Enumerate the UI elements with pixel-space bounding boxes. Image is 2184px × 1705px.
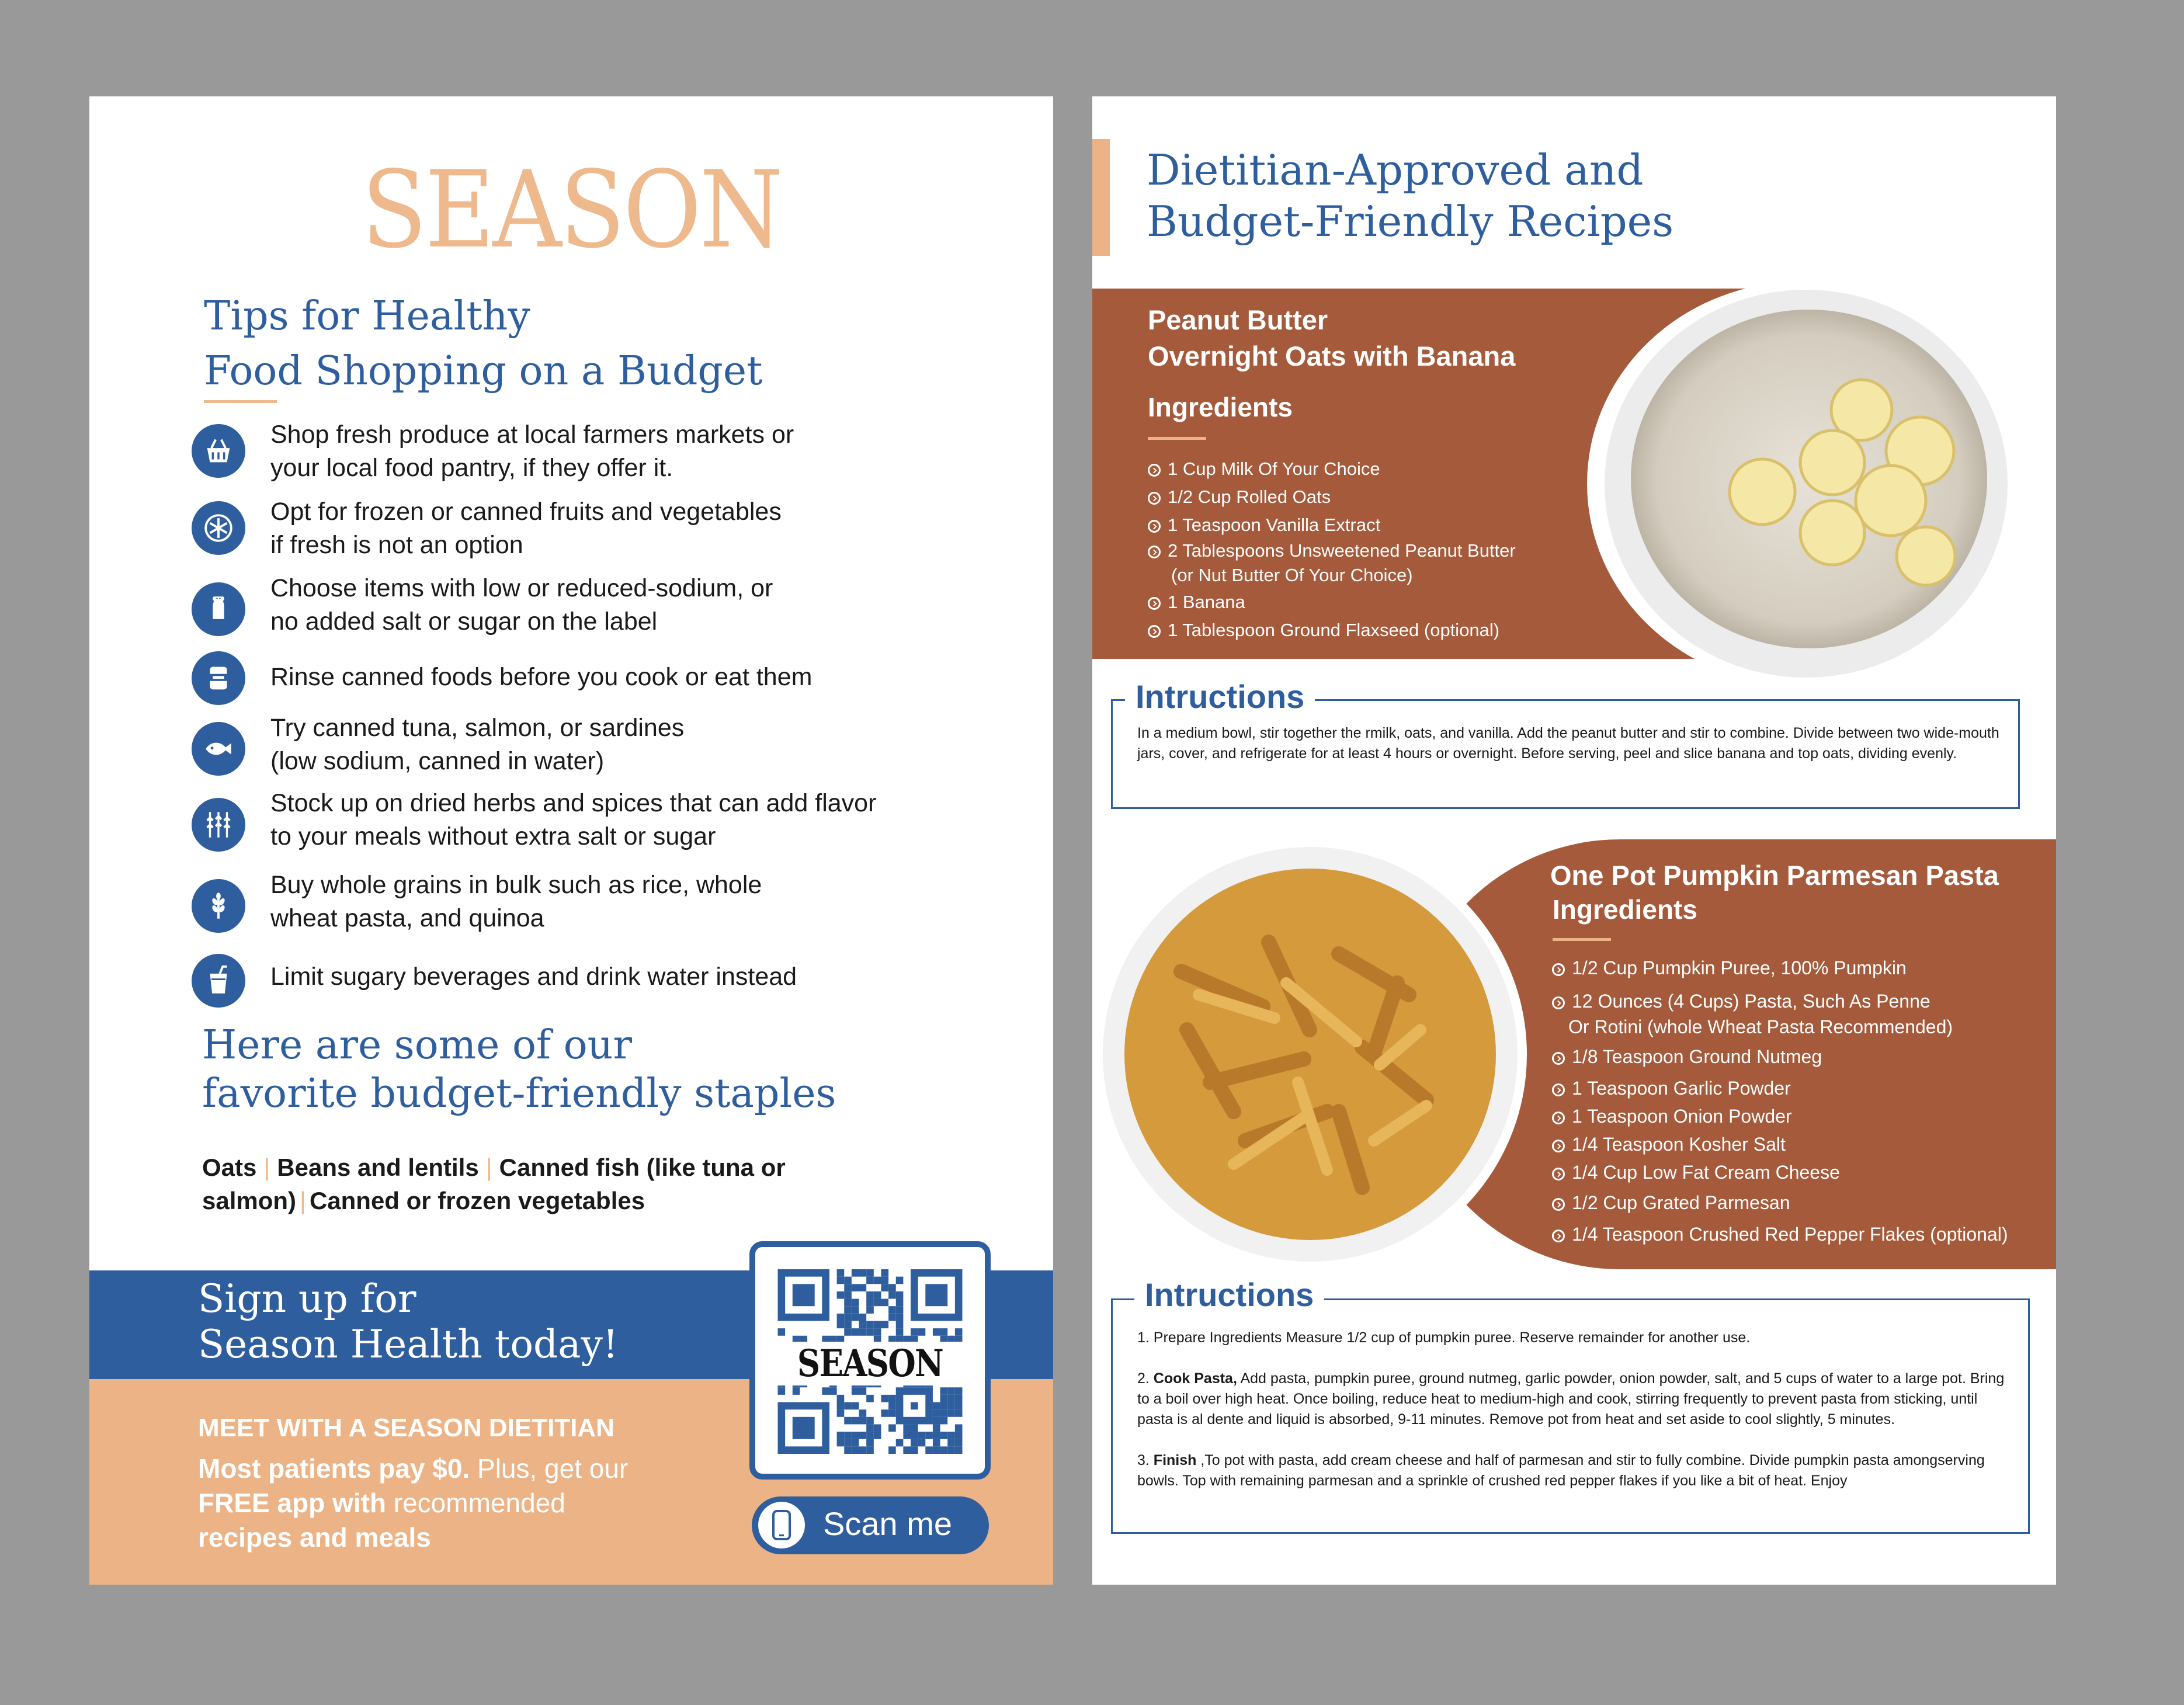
chevron-right-icon: [1552, 996, 1565, 1009]
ingredient-item: 1/4 Teaspoon Crushed Red Pepper Flakes (optional): [1552, 1220, 2008, 1248]
recipe-2-title: One Pot Pumpkin Parmesan Pasta: [1550, 860, 1999, 891]
canned-food-icon: [192, 651, 245, 705]
salt-shaker-icon: [192, 582, 245, 636]
produce-basket-icon: [192, 424, 245, 478]
season-logo: SEASON: [361, 148, 782, 272]
flyer-right-page: [1092, 96, 2056, 1585]
recipes-title-line-2: Budget-Friendly Recipes: [1147, 197, 1674, 246]
chevron-right-icon: [1552, 1140, 1565, 1152]
ingredient-item: 1 Teaspoon Onion Powder: [1552, 1102, 2008, 1130]
promo-normal: Plus, get our: [470, 1453, 629, 1484]
tip-text-line: Try canned tuna, salmon, or sardines: [270, 714, 685, 742]
whole-grain-icon: [192, 879, 245, 933]
recipe-2-ingredients-heading: Ingredients: [1553, 894, 1697, 925]
signup-heading: [198, 1276, 618, 1367]
chevron-right-icon: [1552, 1198, 1565, 1211]
recipe-1-ingredients-heading: Ingredients: [1148, 392, 1293, 422]
qr-code[interactable]: [749, 1241, 991, 1480]
recipe-2-instructions-text: [1137, 1328, 2013, 1512]
staples-title-line-2: favorite budget-friendly staples: [202, 1071, 836, 1117]
dried-herbs-icon: [192, 798, 245, 852]
ingredient-item: 1/2 Cup Rolled Oats: [1148, 484, 1516, 511]
staples-list: Oats | Beans and lentils | Canned fish (like tuna or salmon) | Canned or frozen vegetables: [202, 1154, 786, 1214]
qr-logo-text: SEASON: [772, 1342, 967, 1385]
scan-me-label: Scan me: [823, 1505, 952, 1542]
tip-text-line: wheat pasta, and quinoa: [270, 904, 544, 932]
tip-text-line: to your meals without extra salt or sugar: [270, 822, 716, 850]
instruction-step: 3. Finish ,To pot with pasta, add cream cheese and half of parmesan and stir to fully combine. Divide pumpkin pasta amongserving bowls. Top with remaining parmesan and a sprinkle of crushed red pepper flakes if you like a bit of heat. Enjoy: [1137, 1452, 1985, 1489]
title-accent-bar: [1092, 139, 1110, 256]
recipe-1-title-line: Overnight Oats with Banana: [1148, 341, 1516, 371]
ingredient-item: 1/8 Teaspoon Ground Nutmeg: [1552, 1043, 2008, 1071]
tip-text-line: Rinse canned foods before you cook or eat them: [270, 663, 813, 691]
ingredient-item: 2 Tablespoons Unsweetened Peanut Butter (or Nut Butter Of Your Choice): [1148, 539, 1516, 588]
recipes-title-line-1: Dietitian-Approved and: [1147, 145, 1644, 195]
recipe-1-title-line: Peanut Butter: [1148, 304, 1328, 335]
tip-item: [192, 714, 980, 778]
pasta-bowl-image: [1093, 837, 1527, 1272]
chevron-right-icon: [1148, 597, 1161, 610]
tip-item: [192, 651, 980, 716]
promo-normal: recommended: [386, 1488, 565, 1518]
staples-title: [202, 1021, 836, 1118]
recipes-title: [1147, 144, 1673, 247]
fish-icon: [192, 722, 245, 776]
ingredient-item: 1/4 Cup Low Fat Cream Cheese: [1552, 1158, 2008, 1186]
recipe-1-instructions-heading: Intructions: [1125, 678, 1315, 716]
ingredients-underline: [1553, 938, 1611, 941]
instruction-step: 2. Cook Pasta, Add pasta, pumpkin puree, ground nutmeg, garlic powder, onion powder, salt, and 5 cups of water to a large pot. Bring to a boil over high heat. Once boiling, reduce heat to medium-high and cook, stirring frequently to prevent pasta from sticking, until pasta is al dente and liquid is absorbed, 9-11 minutes. Remove pot from heat and set aside to cool slightly, 5 minutes.: [1137, 1370, 2005, 1428]
tip-text-line: Opt for frozen or canned fruits and vegetables: [270, 498, 782, 526]
tips-title: [204, 289, 762, 399]
signup-line-2: Season Health today!: [198, 1322, 619, 1367]
staple-item: Canned fish (like tuna or salmon): [202, 1154, 786, 1214]
chevron-right-icon: [1148, 464, 1161, 477]
recipe-2-instructions-heading: Intructions: [1134, 1276, 1324, 1314]
chevron-right-icon: [1148, 546, 1161, 558]
promo-bold: recipes and meals: [198, 1522, 431, 1553]
tips-title-line-2: Food Shopping on a Budget: [204, 348, 763, 394]
tip-text-line: no added salt or sugar on the label: [270, 607, 658, 636]
chevron-right-icon: [1148, 492, 1161, 505]
ingredient-item: 1/2 Cup Grated Parmesan: [1552, 1189, 2008, 1217]
recipe-1-title: [1148, 302, 1515, 374]
ingredient-item: 1 Teaspoon Garlic Powder: [1552, 1074, 2008, 1102]
phone-icon: [758, 1502, 805, 1548]
ingredient-item: 1 Teaspoon Vanilla Extract: [1148, 512, 1516, 539]
tip-item: [192, 789, 980, 853]
tip-text-line: (low sodium, canned in water): [270, 747, 605, 775]
tips-title-line-1: Tips for Healthy: [204, 293, 530, 339]
chevron-right-icon: [1552, 963, 1565, 976]
ingredient-item: 1 Tablespoon Ground Flaxseed (optional): [1148, 617, 1516, 644]
chevron-right-icon: [1552, 1168, 1565, 1180]
chevron-right-icon: [1552, 1112, 1565, 1124]
recipe-1-ingredients-list: [1148, 456, 1516, 644]
chevron-right-icon: [1552, 1052, 1565, 1065]
ingredient-item: 12 Ounces (4 Cups) Pasta, Such As Penne Or Rotini (whole Wheat Pasta Recommended): [1552, 988, 2008, 1040]
tip-text-line: if fresh is not an option: [270, 531, 523, 559]
tip-item: [192, 871, 980, 935]
ingredient-item: 1 Cup Milk Of Your Choice: [1148, 456, 1516, 482]
promo-text: [198, 1451, 724, 1555]
recipe-2-ingredients-list: [1552, 954, 2008, 1248]
chevron-right-icon: [1552, 1230, 1565, 1242]
tip-item: [192, 498, 980, 562]
tip-item: [192, 421, 980, 485]
tip-text-line: Shop fresh produce at local farmers markets or: [270, 421, 794, 449]
oats-bowl-image: [1587, 282, 2016, 686]
frozen-snowflake-icon: [192, 501, 245, 555]
tip-text-line: Stock up on dried herbs and spices that can add flavor: [270, 789, 877, 817]
recipe-1-instructions-text: In a medium bowl, stir together the rmilk, oats, and vanilla. Add the peanut butter and stir to combine. Divide between two wide-mouth jars, cover, and refrigerate for at least 4 hours or overnight. Before serving, peel and slice banana and top oats, dividing evenly.: [1137, 725, 1999, 762]
ingredient-item: 1 Banana: [1148, 589, 1516, 616]
chevron-right-icon: [1552, 1084, 1565, 1096]
instruction-step: 1. Prepare Ingredients Measure 1/2 cup of pumpkin puree. Reserve remainder for another use.: [1137, 1329, 1751, 1346]
scan-me-button[interactable]: [752, 1496, 989, 1554]
meet-dietitian-heading: MEET WITH A SEASON DIETITIAN: [198, 1414, 614, 1442]
staples-title-line-1: Here are some of our: [202, 1022, 632, 1068]
beverage-cup-icon: [192, 954, 245, 1008]
staple-item: Canned or frozen vegetables: [309, 1187, 645, 1214]
flyer-left-page: [89, 96, 1053, 1585]
promo-bold: FREE app with: [198, 1488, 386, 1518]
chevron-right-icon: [1148, 520, 1161, 533]
tip-item: [192, 951, 980, 1015]
tips-title-underline: [204, 400, 277, 403]
ingredient-item: 1/2 Cup Pumpkin Puree, 100% Pumpkin: [1552, 954, 2008, 982]
tip-text-line: Limit sugary beverages and drink water instead: [270, 963, 797, 991]
signup-line-1: Sign up for: [198, 1276, 416, 1321]
staple-item: Beans and lentils: [277, 1154, 479, 1181]
tip-text-line: your local food pantry, if they offer it.: [270, 454, 673, 482]
chevron-right-icon: [1148, 625, 1161, 638]
staple-item: Oats: [202, 1154, 257, 1181]
tip-text-line: Choose items with low or reduced-sodium, or: [270, 574, 773, 602]
tip-item: [192, 574, 980, 638]
ingredient-item: 1/4 Teaspoon Kosher Salt: [1552, 1130, 2008, 1158]
ingredients-underline: [1148, 437, 1206, 440]
promo-bold: Most patients pay $0.: [198, 1453, 470, 1484]
tip-text-line: Buy whole grains in bulk such as rice, whole: [270, 871, 762, 899]
